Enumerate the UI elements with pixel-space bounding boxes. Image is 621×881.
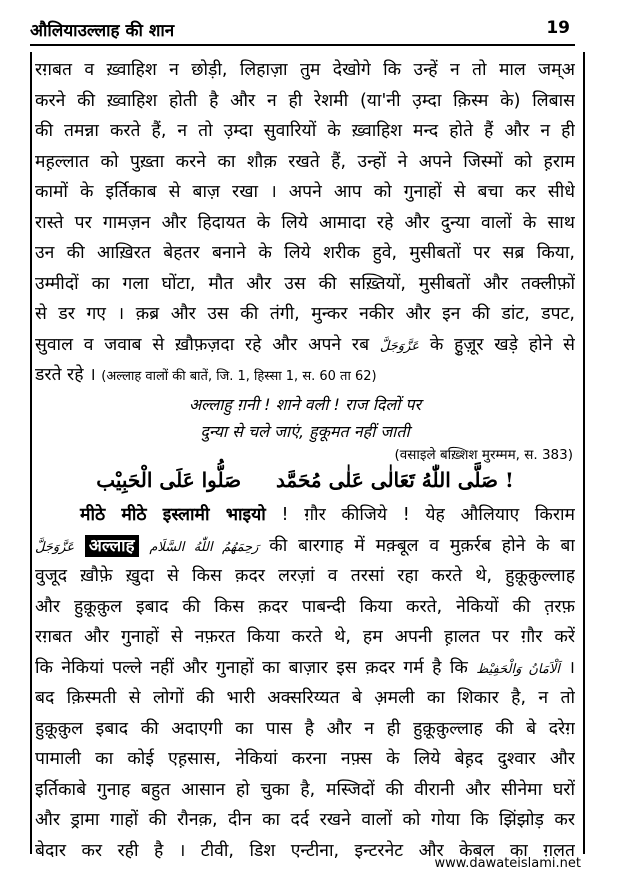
poem — [35, 391, 575, 445]
allah-highlight: अल्लाह — [85, 535, 139, 557]
line-text: की बारगाह में मक़्बूल व मुक़र्रब होने के बा — [269, 535, 575, 556]
greeting-bold: मीठे मीठे इस्लामी भाइयो — [80, 505, 266, 525]
paragraph-1 — [35, 55, 575, 391]
text-line: कामों के इर्तिकाब से बाज़ रखा । अपने आप को गुनाहों से बचा कर सीधे — [35, 182, 575, 202]
durood-line — [35, 468, 575, 492]
header-rule — [30, 44, 575, 46]
arabic-phrase: اَلْاَمَانُ وَالْحَفِیْظ — [476, 661, 560, 677]
text-line: उन की आख़िरत बेहतर बनाने के लिये शरीक हुवे, मुसीबतों पर सब्र किया, — [35, 243, 575, 263]
poem-source: (वसाइले बख़्शिश मुरम्मम, स. 383) — [394, 447, 573, 463]
durood-right: صَلَّی اللّٰهُ تَعَالٰی عَلٰی مُحَمَّد — [275, 468, 499, 492]
text-line — [35, 330, 575, 361]
line-text: डरते रहे । — [35, 365, 96, 385]
text-line: उम्मीदों का गला घोंटा, मौत और उस की सख़्तियों, मुसीबतों और तक्लीफ़ों — [35, 273, 575, 294]
header-title: औलियाउल्लाह की शान — [30, 21, 175, 41]
line-text: कि नेकियां पल्ले नहीं और गुनाहों का बाज़ार इस क़दर गर्म है कि — [35, 657, 468, 678]
text-line: रग़बत और गुनाहों से नफ़रत किया करते थे, हम अपनी ह़ालत पर ग़ौर करें — [35, 627, 575, 647]
text-line: और हुक़ूक़ुल इबाद की किस क़दर पाबन्दी किया करते, नेकियों की त़रफ़ — [35, 596, 575, 617]
text-line: की तमन्ना करते हैं, न तो उ़म्दा सुवारियों के ख़्वाहिश मन्द होते हैं और न ही — [35, 121, 575, 141]
text-line: रग़बत व ख़्वाहिश न छोड़ी, लिहाज़ा तुम देखोगे कि उन्हें न तो माल जम्अ — [35, 60, 575, 80]
text-line: पामाली का कोई एह़सास, नेकियां करना नफ़्स के लिये बेह़द दुश्वार और — [35, 749, 575, 769]
text-line — [35, 360, 575, 391]
paragraph-2 — [35, 500, 575, 866]
text-line: और ड्रामा गाहों की रौनक़, दीन का दर्द रखने वालों को गोया कि झिंझोड़ कर — [35, 810, 575, 830]
text-line: बेदार कर रही है । टीवी, डिश एन्टीना, इन्टरनेट और केबल का ग़लत — [35, 840, 575, 861]
arabic-honorific: رَحِمَهُمُ اللّٰهُ السَّلَام — [149, 539, 259, 555]
line-text: । — [568, 657, 575, 678]
text-line: मह़ल्लात को पुख़्ता करने का शौक़ रखते हैं, उन्हों ने अपने जिस्मों को ह़राम — [35, 151, 575, 172]
text-line: बद क़िस्मती से लोगों की भारी अक्सरिय्यत बे अ़मली का शिकार है, न तो — [35, 688, 575, 708]
arabic-honorific: عَزَّوَجَلَّ — [379, 338, 419, 354]
text-line — [35, 653, 575, 684]
footer-website: www.dawateislami.net — [434, 856, 581, 871]
page-number: 19 — [546, 18, 570, 38]
text-line — [35, 531, 575, 562]
line-text: ! ग़ौर कीजिये ! येह औलियाए किराम — [281, 505, 575, 525]
text-line: रास्ते पर गामज़न और हिदायत के लिये आमादा रहे और दुन्या वालों के साथ — [35, 212, 575, 233]
text-line: से डर गए । क़ब्र और उस की तंगी, मुन्कर नकीर और इन की डांट, डपट, — [35, 304, 575, 324]
poem-line-2: दुन्या से चले जाएं, हुकूमत नहीं जाती — [200, 422, 410, 441]
line-text: के हु़ज़ूर खड़े होने से — [429, 334, 575, 355]
text-line — [35, 500, 575, 531]
text-line: इर्तिकाबे गुनाह बहुत आसान हो चुका है, मस्जिदों की वीरानी और सीनेमा घरों — [35, 779, 575, 800]
poem-line-1: अल्लाहु ग़नी ! शाने वली ! राज दिलों पर — [188, 395, 422, 414]
text-line: वुजूद ख़ौफ़े ख़ुदा से किस क़दर लरज़ां व तरसां रहा करते थे, हुक़ूक़ुल्लाह — [35, 566, 575, 586]
reference-citation: (अल्लाह वालों की बातें, जि. 1, हिस्सा 1, स. 60 ता 62) — [101, 369, 377, 384]
page-header — [30, 18, 570, 44]
text-line: करने की ख़्वाहिश होती है और न ही रेशमी (या'नी उ़म्दा क़िस्म के) लिबास — [35, 90, 575, 111]
durood-left: صَلُّوا عَلَی الْحَبِیْب ! — [96, 468, 514, 492]
arabic-honorific: عَزَّوَجَلَّ — [35, 539, 75, 555]
line-text: सुवाल व जवाब से ख़ौफ़ज़दा रहे और अपने रब — [35, 334, 370, 355]
text-line: हुक़ूक़ुल इबाद की अदाएगी का पास है और न ही हुक़ूक़ुल्लाह की बे दरेग़ — [35, 718, 575, 739]
